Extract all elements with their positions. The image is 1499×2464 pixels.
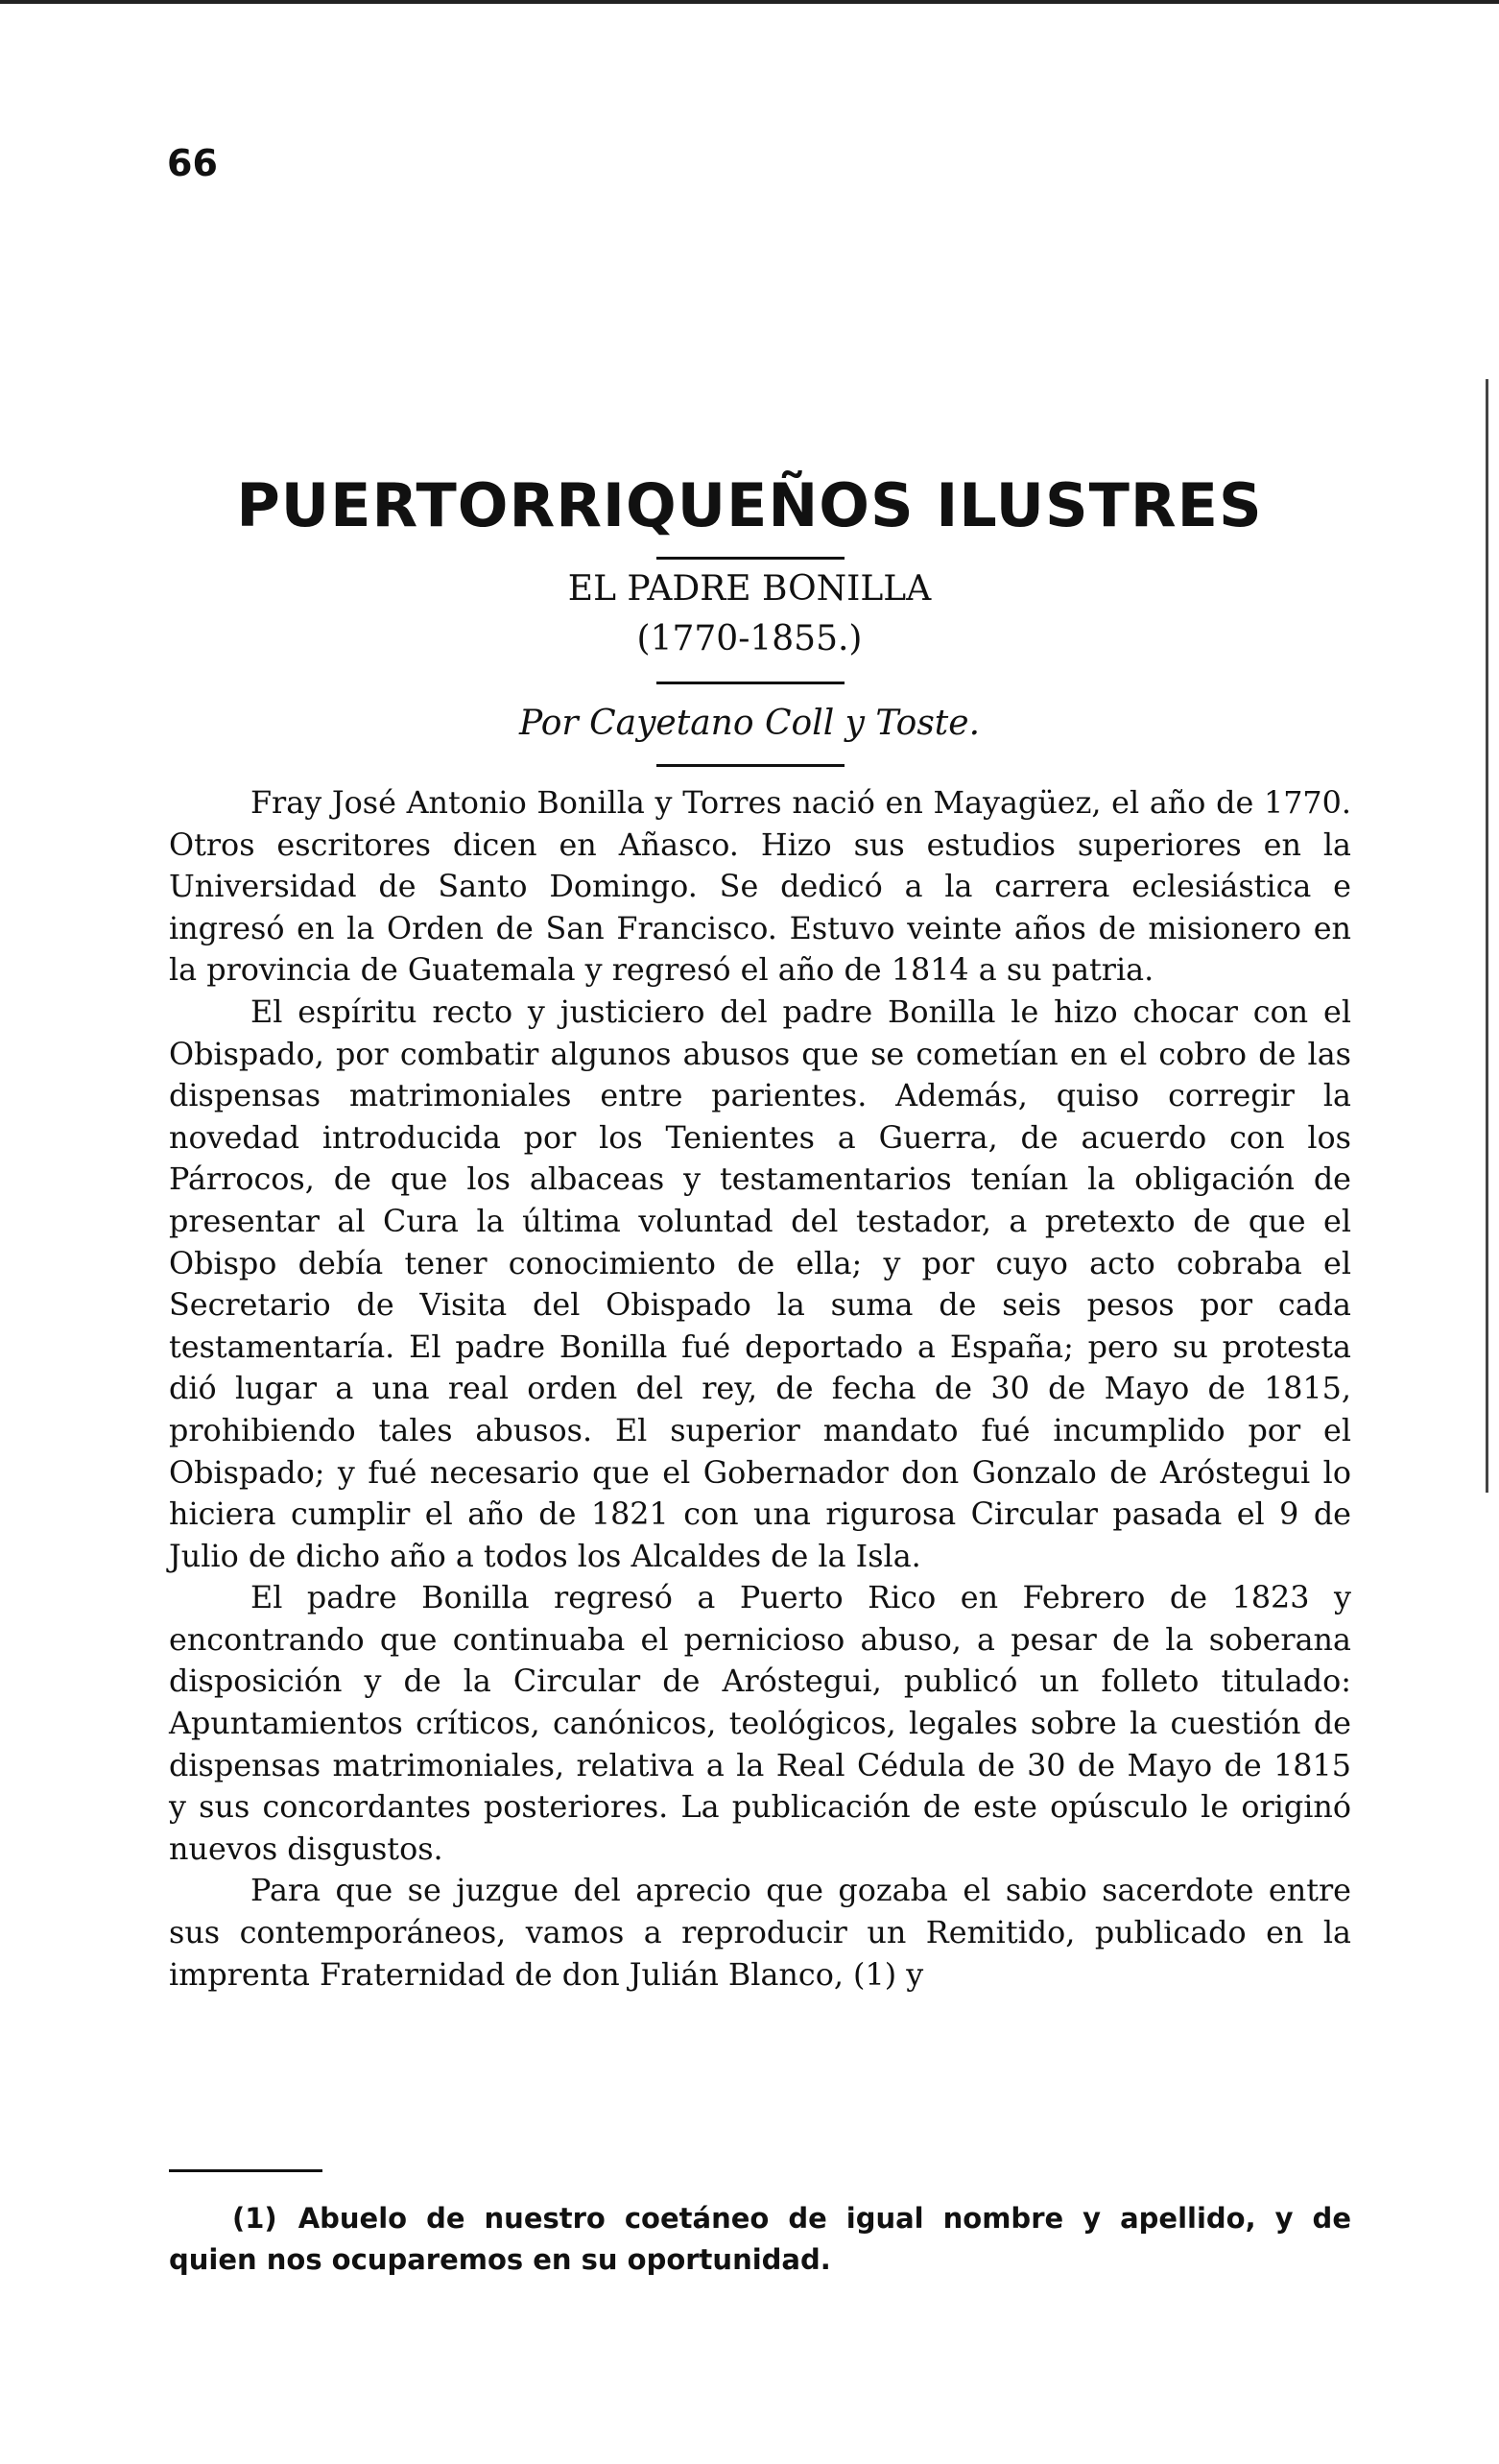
footnote	[169, 2198, 1351, 2281]
paragraph: Fray José Antonio Bonilla y Torres nació en Mayagüez, el año de 1770. Otros escritores dicen en Añasco. Hizo sus estudios superiores en la Universidad de Santo Domingo. Se dedicó a la carrera eclesiástica e ingresó en la Orden de San Francisco. Estuvo veinte años de misionero en la provincia de Guatemala y regresó el año de 1814 a su patria.	[169, 785, 1351, 989]
paragraph: El espíritu recto y justiciero del padre Bonilla le hizo chocar con el Obispado, por combatir algunos abusos que se cometían en el cobro de las dispensas matrimoniales entre parientes. Además, quiso corregir la novedad introducida por los Tenientes a Guerra, de acuerdo con los Párrocos, de que los albaceas y testamentarios tenían la obligación de presentar al Cura la última voluntad del testador, a pretexto de que el Obispo debía tener conocimiento de ella; y por cuyo acto cobraba el Secretario de Visita del Obispado la suma de seis pesos por cada testamentaría. El padre Bonilla fué deportado a España; pero su protesta dió lugar a una real orden del rey, de fecha de 30 de Mayo de 1815, prohibiendo tales abusos. El superior mandato fué incumplido por el Obispado; y fué necesario que el Gobernador don Gonzalo de Aróstegui lo hiciera cumplir el año de 1821 con una rigurosa Circular pasada el 9 de Julio de dicho año a todos los Alcaldes de la Isla.	[169, 993, 1351, 1574]
footnote-divider	[169, 2169, 322, 2172]
footnote-text: Abuelo de nuestro coetáneo de igual nombre y apellido, y de quien nos ocuparemos en su oportunidad.	[169, 2202, 1351, 2276]
paragraph: El padre Bonilla regresó a Puerto Rico en Febrero de 1823 y encontrando que continuaba el pernicioso abuso, a pesar de la soberana disposición y de la Circular de Aróstegui, publicó un folleto titulado: Apuntamientos críticos, canónicos, teológicos, legales sobre la cuestión de dispensas matrimoniales, relativa a la Real Cédula de 30 de Mayo de 1815 y sus concordantes posteriores. La publicación de este opúsculo le originó nuevos disgustos.	[169, 1580, 1351, 1867]
title-divider	[656, 557, 845, 560]
article-subtitle: EL PADRE BONILLA	[567, 569, 932, 609]
article-body	[169, 782, 1351, 1996]
scan-edge-mark	[1486, 379, 1488, 1493]
top-border-rule	[0, 0, 1499, 4]
dates-divider	[656, 682, 845, 684]
footnote-marker: (1)	[232, 2202, 277, 2235]
article-byline: Por Cayetano Coll y Toste.	[518, 704, 981, 743]
page-number: 66	[167, 142, 218, 184]
article-dates: (1770-1855.)	[636, 619, 863, 658]
byline-divider	[656, 764, 845, 767]
page-title: PUERTORRIQUEÑOS ILUSTRES	[236, 470, 1263, 540]
paragraph: Para que se juzgue del aprecio que gozaba el sabio sacerdote entre sus contemporáneos, vamos a reproducir un Remitido, publicado en la imprenta Fraternidad de don Julián Blanco, (1) y	[169, 1873, 1351, 1993]
